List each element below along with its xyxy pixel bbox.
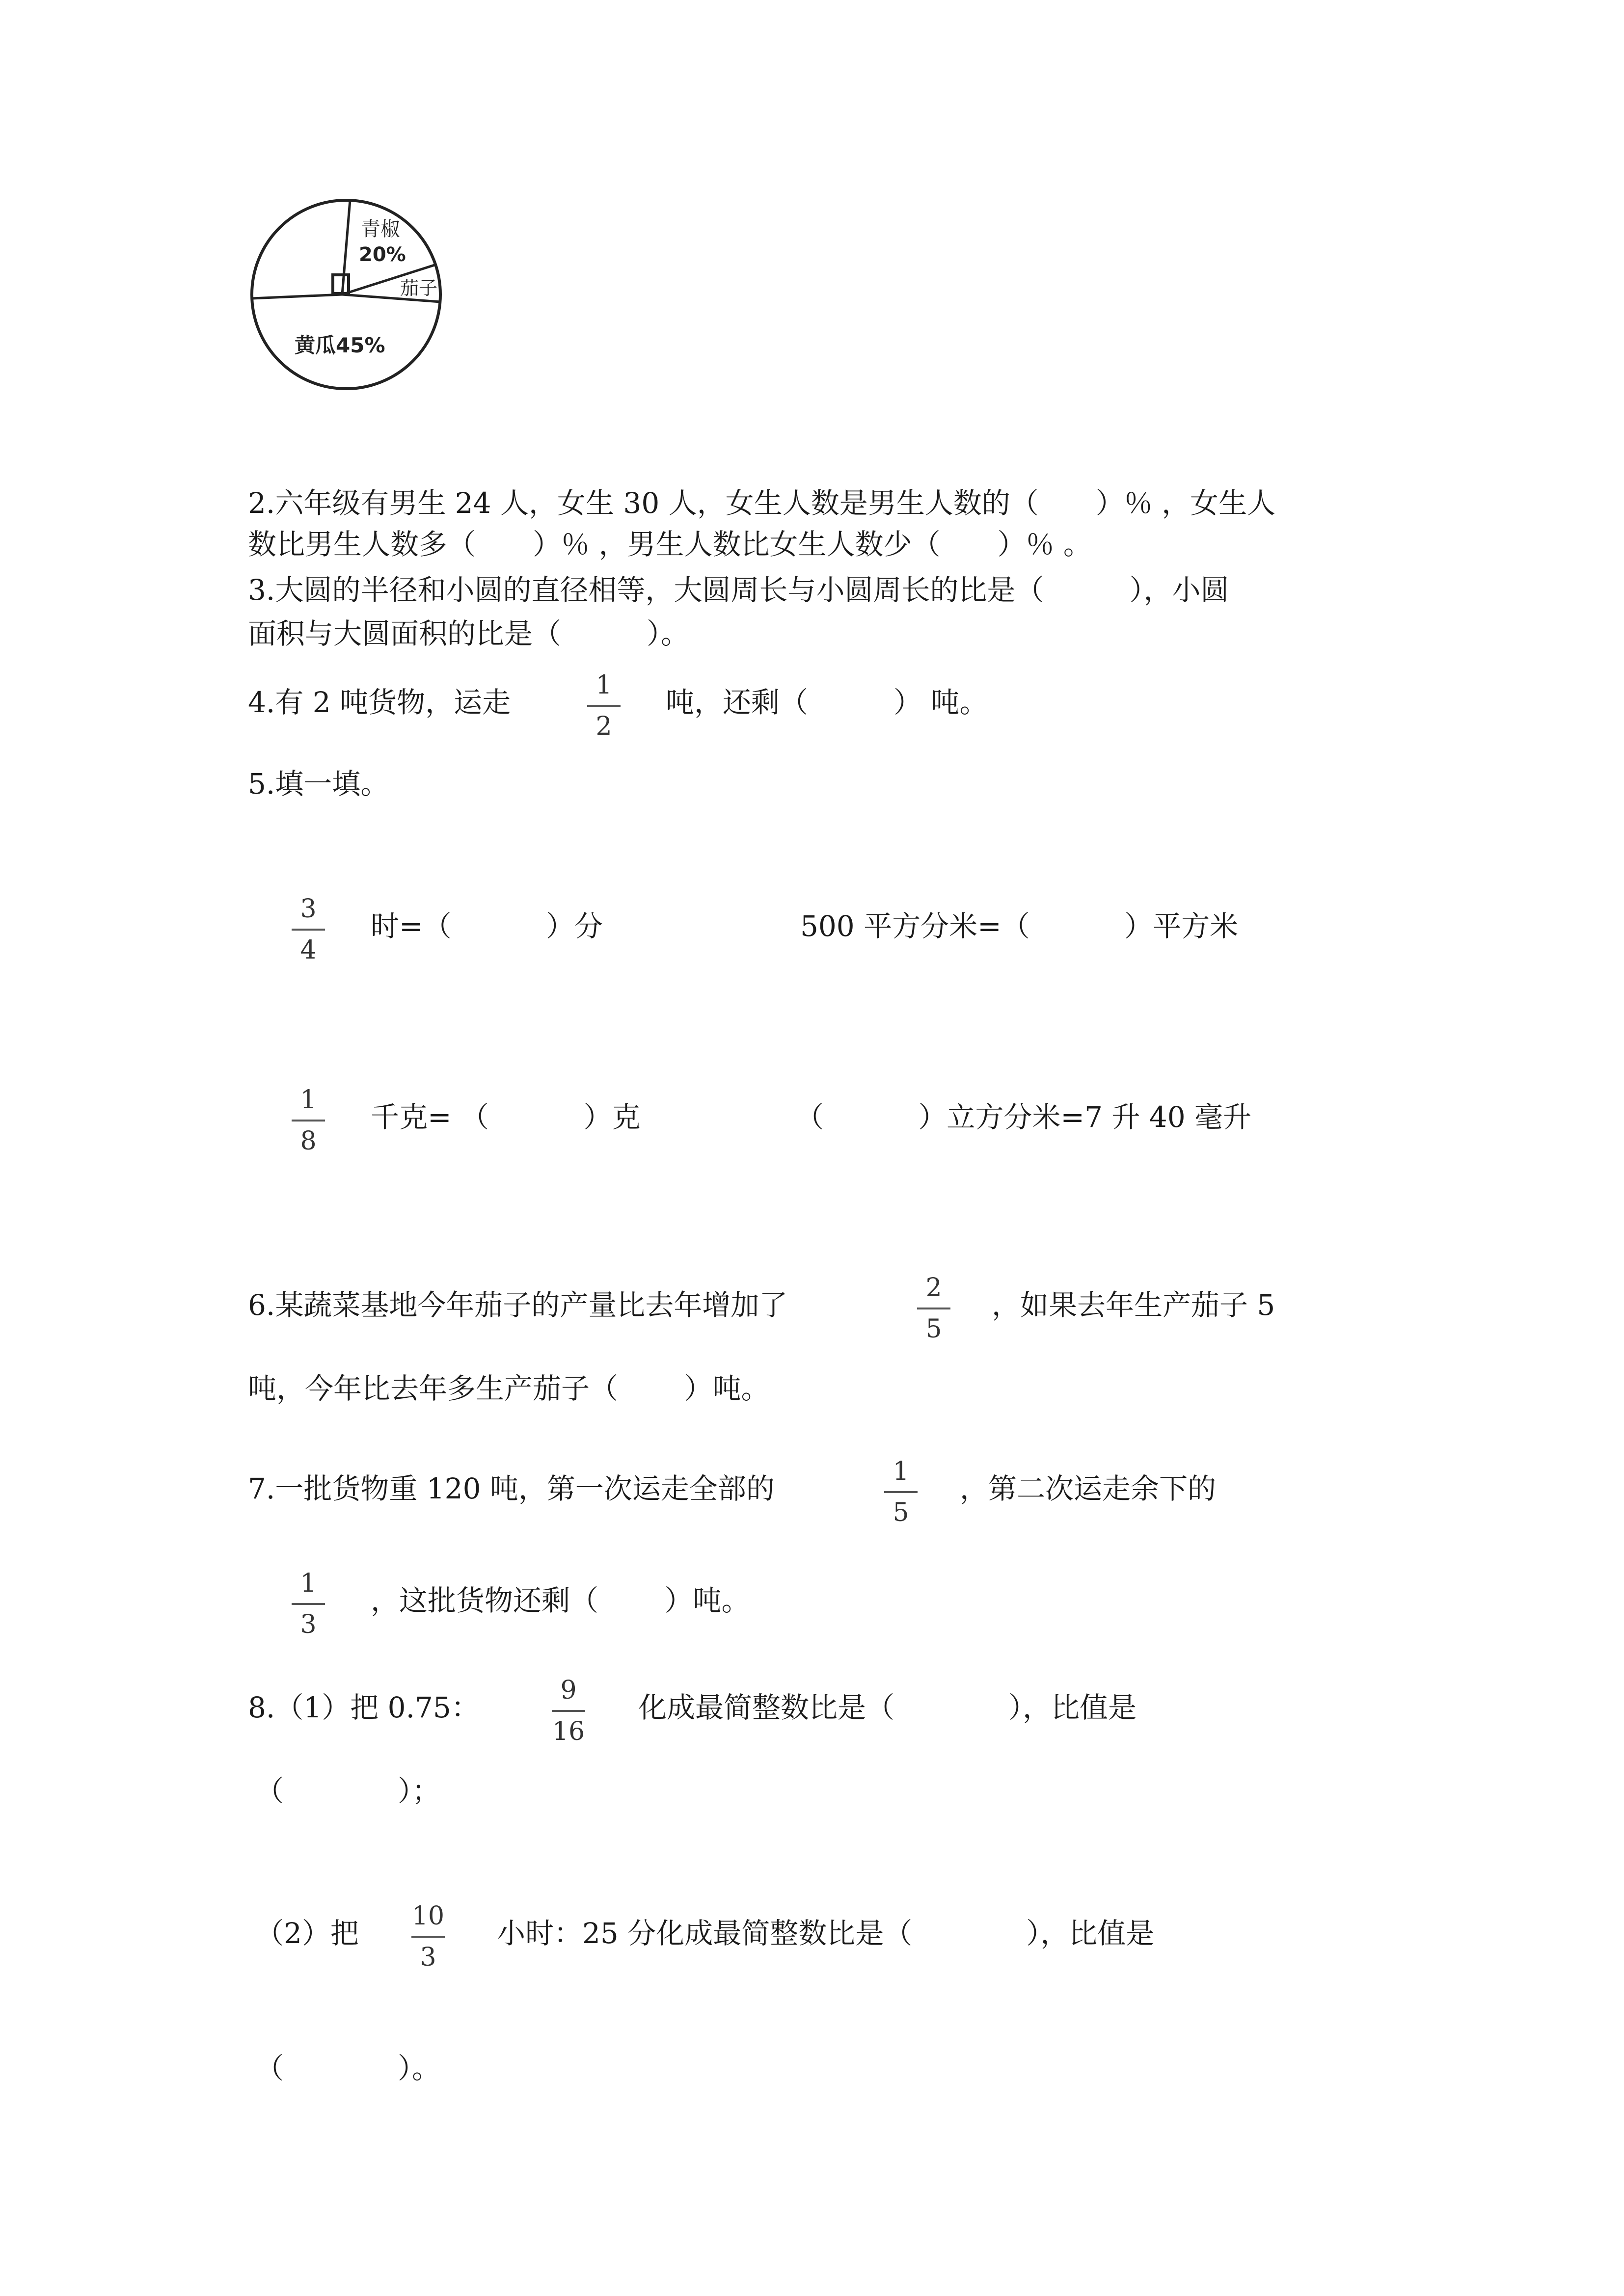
q2-line2: 数比男生人数多（ ）％ ，男生人数比女生人数少（ ）％ 。 <box>248 528 1092 561</box>
q8-part2-line2: （ ）。 <box>255 2052 441 2085</box>
q5-item1-text: 时=（ ）分 <box>371 909 603 943</box>
q4-fraction-numerator: 1 <box>595 670 612 700</box>
pie-label-qingjiao: 青椒 <box>361 218 400 240</box>
q7-line2: ，这批货物还剩（ ）吨。 <box>371 1584 750 1617</box>
q8-part1-line2: （ ）； <box>255 1774 441 1808</box>
q8-part1-after: 化成最简整数比是（ ），比值是 <box>638 1691 1137 1724</box>
q5-title: 5.填一填。 <box>248 767 389 801</box>
q5-item3-numerator: 1 <box>300 1085 317 1115</box>
q4-text-after: 吨，还剩（ ） 吨。 <box>666 686 988 719</box>
q7-fraction2-denominator: 3 <box>300 1610 317 1639</box>
q8-part1-before: 8.（1）把 0.75： <box>248 1691 480 1724</box>
fraction-bar <box>411 1936 445 1938</box>
fraction-bar <box>884 1491 918 1493</box>
q5-item1-denominator: 4 <box>300 935 317 965</box>
q6-text-after: ，如果去年生产茄子 5 <box>992 1288 1275 1322</box>
q7-fraction2 <box>289 1571 328 1637</box>
q3-line2: 面积与大圆面积的比是（ ）。 <box>248 617 690 650</box>
fraction-bar <box>292 929 325 931</box>
q6-line2: 吨，今年比去年多生产茄子（ ）吨。 <box>248 1372 770 1405</box>
q5-item3-text: 千克= （ ）克 <box>371 1100 641 1134</box>
pie-label-qiezi: 茄子 <box>400 277 438 299</box>
fraction-bar <box>917 1308 950 1309</box>
pie-label-huanggua: 黄瓜45% <box>295 333 385 357</box>
q3-line1: 3.大圆的半径和小圆的直径相等，大圆周长与小圆周长的比是（ ），小圆 <box>248 573 1229 607</box>
q5-item1-numerator: 3 <box>300 894 317 924</box>
pie-label-qingjiao-pct: 20% <box>359 243 406 266</box>
q7-fraction-denominator: 5 <box>893 1498 909 1527</box>
q4-fraction <box>584 672 623 739</box>
q6-fraction-denominator: 5 <box>925 1314 942 1344</box>
q2-line1: 2.六年级有男生 24 人，女生 30 人，女生人数是男生人数的（ ）％ ，女生人 <box>248 486 1276 520</box>
q6-fraction-numerator: 2 <box>925 1273 942 1303</box>
q7-text-after: ，第二次运走余下的 <box>960 1472 1217 1505</box>
q8-fraction-numerator: 9 <box>560 1676 577 1705</box>
q8-fraction <box>549 1678 588 1744</box>
q5-item1-fraction <box>289 896 328 963</box>
q8-part2-before: （2）把 <box>255 1917 359 1950</box>
fraction-bar <box>587 705 621 707</box>
q7-fraction <box>881 1459 920 1525</box>
right-angle-mark <box>333 275 349 294</box>
q8-part2-after: 小时：25 分化成最简整数比是（ ），比值是 <box>497 1917 1155 1950</box>
q5-item3-denominator: 8 <box>300 1126 317 1156</box>
q5-item4-text: （ ）立方分米=7 升 40 毫升 <box>795 1100 1252 1134</box>
q4-text-before: 4.有 2 吨货物，运走 <box>248 686 511 719</box>
q8-fraction-denominator: 16 <box>552 1717 585 1746</box>
q8-fraction2-numerator: 10 <box>411 1901 445 1931</box>
q8-fraction2 <box>408 1903 448 1970</box>
q7-fraction-numerator: 1 <box>893 1457 909 1486</box>
q7-fraction2-numerator: 1 <box>300 1569 317 1598</box>
fraction-bar <box>292 1120 325 1121</box>
pie-divider-huanggua-left <box>252 294 342 298</box>
q7-text-before: 7.一批货物重 120 吨，第一次运走全部的 <box>248 1472 775 1505</box>
q5-item3-fraction <box>289 1087 328 1154</box>
q6-text-before: 6.某蔬菜基地今年茄子的产量比去年增加了 <box>248 1288 788 1322</box>
q8-fraction2-denominator: 3 <box>420 1943 436 1972</box>
q6-fraction <box>914 1275 953 1342</box>
fraction-bar <box>292 1603 325 1605</box>
fraction-bar <box>552 1710 585 1712</box>
q4-fraction-denominator: 2 <box>595 712 612 741</box>
vegetable-pie-chart <box>248 196 454 402</box>
q5-item2-text: 500 平方分米=（ ）平方米 <box>800 909 1239 943</box>
